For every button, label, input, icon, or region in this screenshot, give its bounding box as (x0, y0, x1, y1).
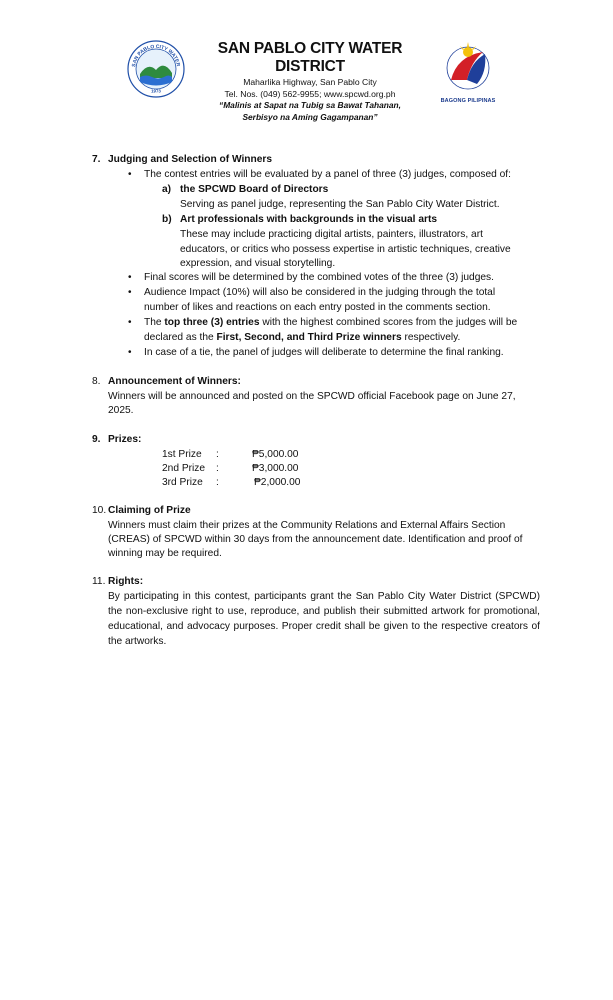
section-8-number: 8. (92, 376, 101, 387)
prize-3-amount: ₱2,000.00 (254, 477, 301, 488)
section-7-number: 7. (92, 154, 101, 165)
bullet-icon: • (128, 317, 132, 328)
section-9-heading: Prizes: (108, 434, 142, 445)
prize-3-separator: : (216, 477, 219, 488)
section-10-line-3: winning may be required. (108, 548, 222, 559)
org-address: Maharlika Highway, San Pablo City (243, 77, 377, 87)
sub-item-a-text: Serving as panel judge, representing the San Pablo City Water District. (180, 199, 500, 210)
sub-item-b-label: b) (162, 214, 172, 225)
section-10-number: 10. (92, 505, 107, 516)
section-11-number: 11. (92, 576, 106, 587)
spcwd-seal-logo (127, 40, 185, 98)
section-11-heading: Rights: (108, 576, 144, 587)
prize-1-separator: : (216, 449, 219, 460)
bagong-pilipinas-logo (443, 38, 493, 96)
bagong-pilipinas-label: BAGONG PILIPINAS (440, 98, 496, 104)
sub-item-b-line-2: educators, or critics who possess expertise in artistic techniques, creative (180, 244, 511, 255)
section-10-line-1: Winners must claim their prizes at the Community Relations and External Affairs Section (108, 520, 506, 531)
prize-1-amount: ₱5,000.00 (252, 449, 299, 460)
section-7-heading: Judging and Selection of Winners (108, 154, 273, 165)
sub-item-b-title: Art professionals with backgrounds in the visual arts (180, 214, 438, 225)
seal-year: 1973 (151, 88, 161, 94)
sub-item-a-label: a) (162, 184, 172, 195)
section-7-bullet-2: Final scores will be determined by the combined votes of the three (3) judges. (144, 272, 494, 283)
bullet-icon: • (128, 169, 132, 180)
section-7-bullet-4-line-1: The top three (3) entries with the highest combined scores from the judges will be (144, 317, 518, 328)
motto-line-1: “Malinis at Sapat na Tubig sa Bawat Tahanan, (219, 100, 401, 110)
org-contact: Tel. Nos. (049) 562-9955; www.spcwd.org.ph (224, 89, 396, 99)
section-7-bullet-3-line-2: number of likes and reactions on each entry posted in the comments section. (144, 302, 491, 313)
prize-1-label: 1st Prize (162, 449, 202, 460)
section-7-bullet-4-line-2: declared as the First, Second, and Third Prize winners respectively. (144, 332, 461, 343)
section-8-heading: Announcement of Winners: (108, 376, 241, 387)
sub-item-a-title: the SPCWD Board of Directors (180, 184, 329, 195)
section-11-text: By participating in this contest, participants grant the San Pablo City Water District (SPCWD) the non-exclusive right to use, reproduce, and publish their submitted artwork for promotional, educational, and advocacy purposes. Proper credit shall be given to the respective creators of the artworks. (108, 591, 540, 647)
prize-2-amount: ₱3,000.00 (252, 463, 299, 474)
sub-item-b-line-3: expression, and visual storytelling. (180, 258, 336, 269)
section-10-heading: Claiming of Prize (108, 505, 191, 516)
org-name: SAN PABLO CITY WATER DISTRICT (217, 40, 403, 75)
section-7-bullet-1: The contest entries will be evaluated by a panel of three (3) judges, composed of: (144, 169, 511, 180)
section-7-bullet-5: In case of a tie, the panel of judges will deliberate to determine the final ranking. (144, 347, 504, 358)
section-9-number: 9. (92, 434, 101, 445)
bullet-icon: • (128, 287, 132, 298)
bullet-icon: • (128, 347, 132, 358)
prize-2-label: 2nd Prize (162, 463, 206, 474)
section-10-line-2: (CREAS) of SPCWD within 30 days from the announcement date. Identification and proof of (108, 534, 523, 545)
letterhead (190, 40, 430, 123)
section-8-line-1: Winners will be announced and posted on the SPCWD official Facebook page on June 27, (108, 391, 516, 402)
motto-line-2: Serbisyo na Aming Gagampanan” (242, 111, 378, 122)
seal-arc-text: SAN PABLO CITY WATER (131, 43, 181, 68)
section-8-line-2: 2025. (108, 405, 134, 416)
bullet-icon: • (128, 272, 132, 283)
prize-2-separator: : (216, 463, 219, 474)
prize-3-label: 3rd Prize (162, 477, 203, 488)
sub-item-b-line-1: These may include practicing digital artists, painters, illustrators, art (180, 229, 483, 240)
section-7-bullet-3-line-1: Audience Impact (10%) will also be considered in the judging through the total (144, 287, 496, 298)
